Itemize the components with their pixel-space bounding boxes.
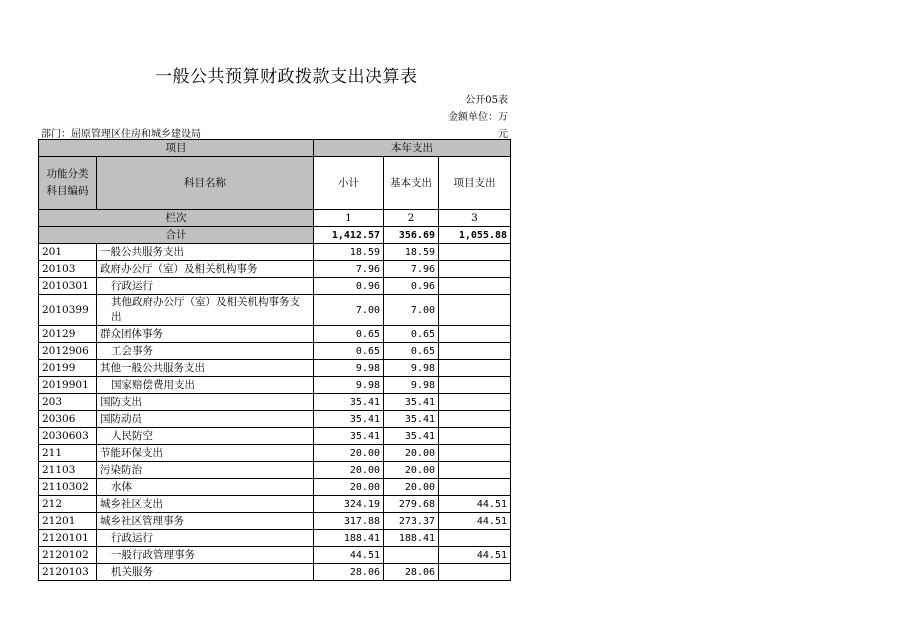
row-project xyxy=(439,360,511,377)
table-row xyxy=(39,360,511,377)
row-name: 机关服务 xyxy=(97,564,314,581)
table-row xyxy=(39,261,511,278)
row-subtotal: 35.41 xyxy=(314,428,384,445)
row-subtotal: 18.59 xyxy=(314,244,384,261)
department-label: 部门：屈原管理区住房和城乡建设局 xyxy=(41,129,201,140)
row-code: 211 xyxy=(39,445,97,462)
row-name: 污染防治 xyxy=(97,462,314,479)
row-code: 2120101 xyxy=(39,530,97,547)
table-row xyxy=(39,513,511,530)
col-index-3: 3 xyxy=(439,210,511,227)
row-subtotal: 0.96 xyxy=(314,278,384,295)
row-subtotal: 324.19 xyxy=(314,496,384,513)
row-subtotal: 44.51 xyxy=(314,547,384,564)
row-name: 城乡社区管理事务 xyxy=(97,513,314,530)
row-code: 20129 xyxy=(39,326,97,343)
row-project xyxy=(439,479,511,496)
row-project xyxy=(439,411,511,428)
row-code: 2030603 xyxy=(39,428,97,445)
table-row xyxy=(39,377,511,394)
row-basic: 279.68 xyxy=(384,496,439,513)
row-project xyxy=(439,278,511,295)
table-row xyxy=(39,564,511,581)
row-name: 工会事务 xyxy=(97,343,314,360)
row-project xyxy=(439,261,511,278)
col-index-1: 1 xyxy=(314,210,384,227)
row-subtotal: 35.41 xyxy=(314,394,384,411)
unit-label-continued: 元 xyxy=(498,129,508,140)
table-row xyxy=(39,530,511,547)
row-basic: 20.00 xyxy=(384,462,439,479)
row-project xyxy=(439,394,511,411)
row-subtotal: 20.00 xyxy=(314,479,384,496)
row-subtotal: 0.65 xyxy=(314,343,384,360)
row-code: 201 xyxy=(39,244,97,261)
row-subtotal: 9.98 xyxy=(314,360,384,377)
header-code: 功能分类科目编码 xyxy=(39,157,97,210)
row-project xyxy=(439,428,511,445)
header-subtotal: 小计 xyxy=(314,157,384,210)
row-subtotal: 0.65 xyxy=(314,326,384,343)
row-basic: 35.41 xyxy=(384,428,439,445)
row-code: 2120102 xyxy=(39,547,97,564)
row-code: 2012906 xyxy=(39,343,97,360)
table-row xyxy=(39,411,511,428)
row-basic: 20.00 xyxy=(384,479,439,496)
table-row xyxy=(39,479,511,496)
row-name: 群众团体事务 xyxy=(97,326,314,343)
row-basic: 7.00 xyxy=(384,295,439,326)
row-basic: 0.96 xyxy=(384,278,439,295)
header-project: 项目 xyxy=(39,140,314,157)
row-subtotal: 7.96 xyxy=(314,261,384,278)
row-code: 20103 xyxy=(39,261,97,278)
column-index-row xyxy=(39,210,511,227)
row-subtotal: 28.06 xyxy=(314,564,384,581)
row-basic: 28.06 xyxy=(384,564,439,581)
row-name: 国防动员 xyxy=(97,411,314,428)
row-code: 203 xyxy=(39,394,97,411)
row-name: 政府办公厅（室）及相关机构事务 xyxy=(97,261,314,278)
row-project xyxy=(439,377,511,394)
row-project: 44.51 xyxy=(439,547,511,564)
header-row-2 xyxy=(39,157,511,210)
header-current-year: 本年支出 xyxy=(314,140,511,157)
row-project: 44.51 xyxy=(439,496,511,513)
row-project: 44.51 xyxy=(439,513,511,530)
row-code: 21103 xyxy=(39,462,97,479)
table-row xyxy=(39,295,511,326)
row-subtotal: 9.98 xyxy=(314,377,384,394)
total-subtotal: 1,412.57 xyxy=(314,227,384,244)
row-project xyxy=(439,295,511,326)
row-name: 国防支出 xyxy=(97,394,314,411)
table-row xyxy=(39,547,511,564)
table-row xyxy=(39,244,511,261)
row-project xyxy=(439,326,511,343)
row-name: 一般行政管理事务 xyxy=(97,547,314,564)
table-row xyxy=(39,278,511,295)
row-code: 2110302 xyxy=(39,479,97,496)
row-name: 行政运行 xyxy=(97,530,314,547)
row-project xyxy=(439,530,511,547)
row-name: 一般公共服务支出 xyxy=(97,244,314,261)
row-code: 2019901 xyxy=(39,377,97,394)
row-code: 20306 xyxy=(39,411,97,428)
row-name: 国家赔偿费用支出 xyxy=(97,377,314,394)
row-code: 20199 xyxy=(39,360,97,377)
row-name: 城乡社区支出 xyxy=(97,496,314,513)
table-row xyxy=(39,445,511,462)
row-label: 栏次 xyxy=(39,210,314,227)
header-project-expense: 项目支出 xyxy=(439,157,511,210)
header-basic: 基本支出 xyxy=(384,157,439,210)
header-name: 科目名称 xyxy=(97,157,314,210)
row-basic: 9.98 xyxy=(384,360,439,377)
row-code: 2010301 xyxy=(39,278,97,295)
table-row xyxy=(39,343,511,360)
row-name: 水体 xyxy=(97,479,314,496)
row-name: 节能环保支出 xyxy=(97,445,314,462)
total-project: 1,055.88 xyxy=(439,227,511,244)
row-basic xyxy=(384,547,439,564)
row-project xyxy=(439,343,511,360)
table-row xyxy=(39,496,511,513)
row-basic: 0.65 xyxy=(384,343,439,360)
total-basic: 356.69 xyxy=(384,227,439,244)
row-basic: 188.41 xyxy=(384,530,439,547)
row-basic: 35.41 xyxy=(384,411,439,428)
total-row xyxy=(39,227,511,244)
table-row xyxy=(39,428,511,445)
row-basic: 35.41 xyxy=(384,394,439,411)
table-number: 公开05表 xyxy=(465,95,508,106)
row-name: 其他政府办公厅（室）及相关机构事务支出 xyxy=(97,295,314,326)
row-project xyxy=(439,564,511,581)
table-row xyxy=(39,462,511,479)
page-title: 一般公共预算财政拨款支出决算表 xyxy=(155,67,418,87)
row-subtotal: 20.00 xyxy=(314,445,384,462)
table-row xyxy=(39,394,511,411)
row-name: 行政运行 xyxy=(97,278,314,295)
row-basic: 18.59 xyxy=(384,244,439,261)
unit-label: 金额单位：万 xyxy=(448,112,508,123)
row-subtotal: 188.41 xyxy=(314,530,384,547)
row-basic: 20.00 xyxy=(384,445,439,462)
col-index-2: 2 xyxy=(384,210,439,227)
total-label: 合计 xyxy=(39,227,314,244)
row-code: 2120103 xyxy=(39,564,97,581)
row-subtotal: 20.00 xyxy=(314,462,384,479)
row-project xyxy=(439,445,511,462)
row-subtotal: 35.41 xyxy=(314,411,384,428)
row-name: 其他一般公共服务支出 xyxy=(97,360,314,377)
row-basic: 273.37 xyxy=(384,513,439,530)
row-code: 21201 xyxy=(39,513,97,530)
row-subtotal: 317.88 xyxy=(314,513,384,530)
row-project xyxy=(439,244,511,261)
row-basic: 0.65 xyxy=(384,326,439,343)
row-basic: 7.96 xyxy=(384,261,439,278)
row-subtotal: 7.00 xyxy=(314,295,384,326)
row-basic: 9.98 xyxy=(384,377,439,394)
row-code: 212 xyxy=(39,496,97,513)
row-name: 人民防空 xyxy=(97,428,314,445)
table-row xyxy=(39,326,511,343)
expenditure-table xyxy=(38,139,511,581)
row-project xyxy=(439,462,511,479)
row-code: 2010399 xyxy=(39,295,97,326)
header-row-1 xyxy=(39,140,511,157)
